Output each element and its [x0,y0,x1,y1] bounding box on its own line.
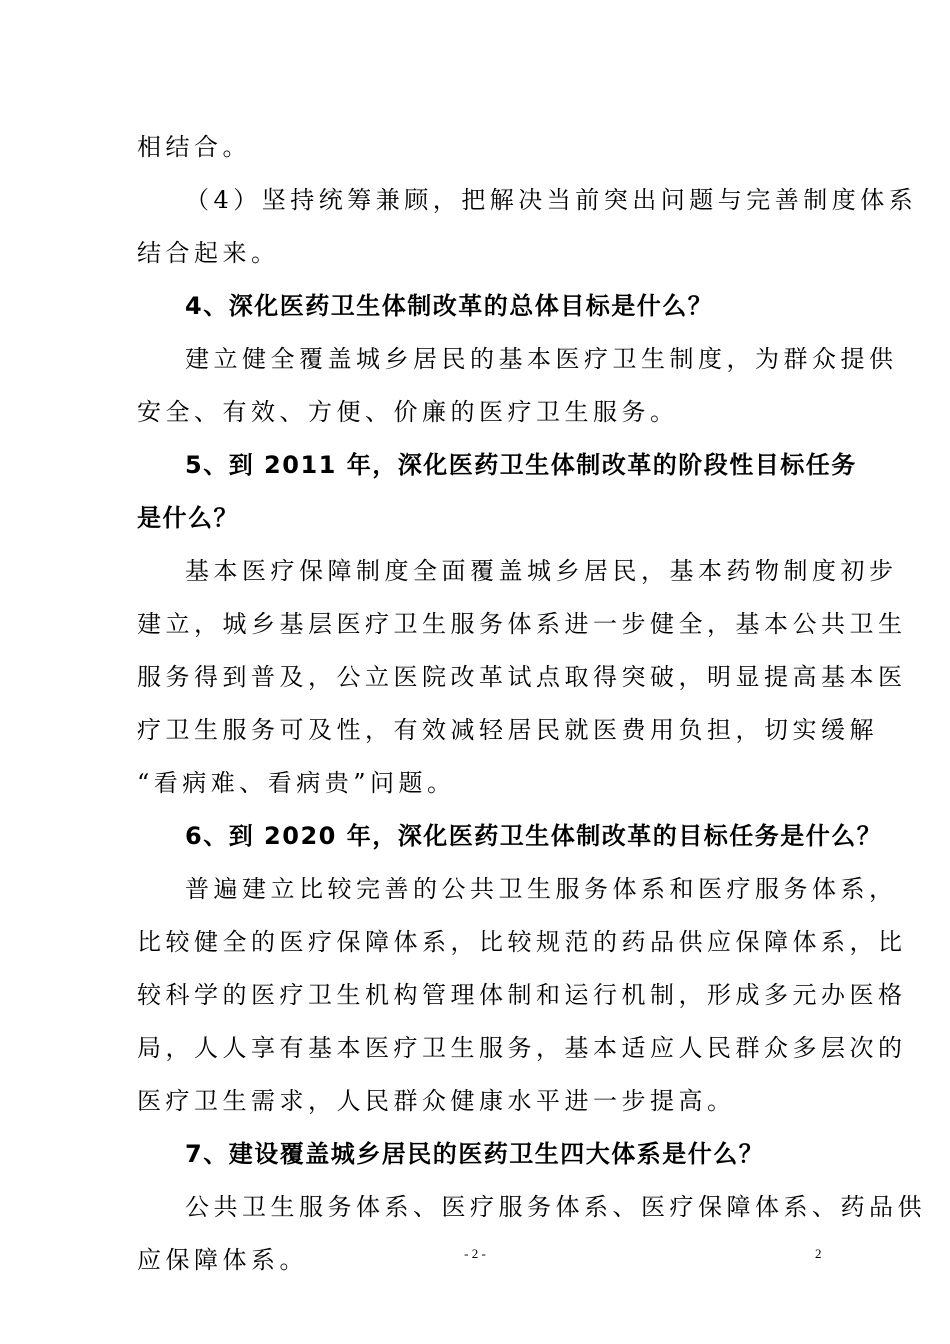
paragraph-line: 相结合。 [137,133,251,161]
paragraph-line: 基本医疗保障制度全面覆盖城乡居民，基本药物制度初步 [185,557,898,585]
paragraph-line: 结合起来。 [137,239,280,267]
paragraph-line: 疗卫生服务可及性，有效减轻居民就医费用负担，切实缓解 [137,716,878,744]
paragraph-line: 医疗卫生需求，人民群众健康水平进一步提高。 [137,1087,736,1115]
paragraph-line: 应保障体系。 [137,1246,308,1274]
paragraph-line: 安全、有效、方便、价廉的医疗卫生服务。 [137,398,679,426]
page-footer-label: - 2 - [464,1246,486,1261]
paragraph-line: 较科学的医疗卫生机构管理体制和运行机制，形成多元办医格 [137,981,907,1009]
section-heading: 5、到 2011 年，深化医药卫生体制改革的阶段性目标任务 [185,451,857,479]
section-heading: 7、建设覆盖城乡居民的医药卫生四大体系是什么？ [185,1140,765,1168]
document-body [137,121,926,1287]
paragraph-line: 局，人人享有基本医疗卫生服务，基本适应人民群众多层次的 [137,1034,907,1062]
paragraph-line: 建立健全覆盖城乡居民的基本医疗卫生制度，为群众提供 [185,345,898,373]
section-heading: 是什么？ [137,504,239,532]
paragraph-line: 服务得到普及，公立医院改革试点取得突破，明显提高基本医 [137,663,907,691]
section-heading: 6、到 2020 年，深化医药卫生体制改革的目标任务是什么？ [185,822,883,850]
page-number: 2 [815,1246,822,1261]
paragraph-line: “看病难、看病贵”问题。 [137,769,456,797]
paragraph-line: 普遍建立比较完善的公共卫生服务体系和医疗服务体系， [185,875,898,903]
section-heading: 4、深化医药卫生体制改革的总体目标是什么？ [185,292,714,320]
paragraph-line: 公共卫生服务体系、医疗服务体系、医疗保障体系、药品供 [185,1193,926,1221]
paragraph-line: （4）坚持统筹兼顾，把解决当前突出问题与完善制度体系 [185,186,918,214]
paragraph-line: 建立，城乡基层医疗卫生服务体系进一步健全，基本公共卫生 [137,610,907,638]
paragraph-line: 比较健全的医疗保障体系，比较规范的药品供应保障体系，比 [137,928,907,956]
